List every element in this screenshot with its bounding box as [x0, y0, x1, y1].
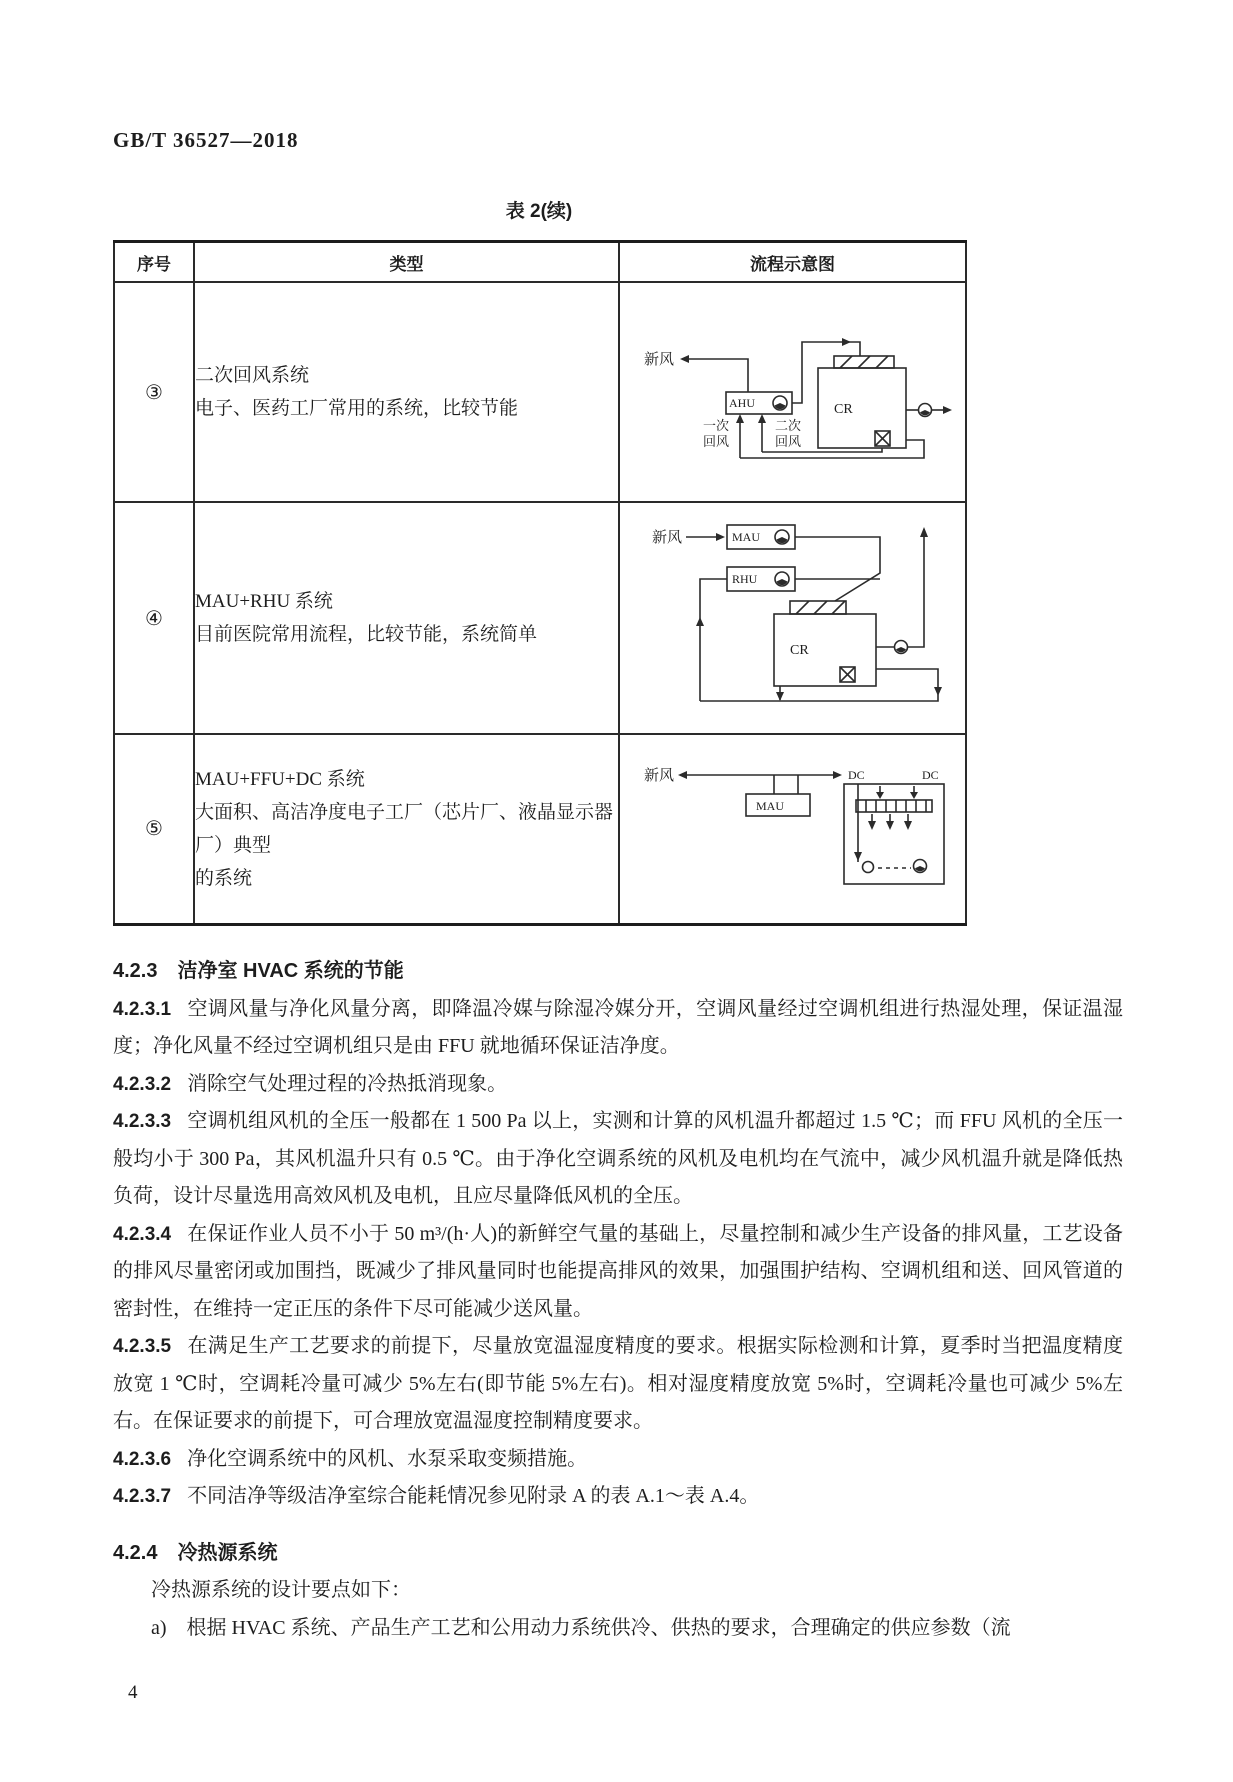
list-item-text: 根据 HVAC 系统、产品生产工艺和公用动力系统供冷、供热的要求，合理确定的供应参数（流: [186, 1616, 1011, 1639]
table-row: [114, 734, 966, 924]
fan-icon: [913, 860, 926, 873]
type-line: 大面积、高洁净度电子工厂（芯片厂、液晶显示器厂）典型: [195, 801, 614, 856]
type-line: MAU+FFU+DC 系统: [195, 768, 365, 790]
primary-return-label: 一次: [702, 417, 729, 433]
fresh-air-duct: [678, 771, 842, 794]
row-number: ③: [114, 282, 194, 502]
damper-icon: [840, 667, 855, 682]
svg-text:MAU: MAU: [731, 529, 760, 544]
diagram-cell: [619, 734, 966, 924]
rhu-box: [727, 567, 795, 591]
list-item-a: [113, 1610, 1123, 1648]
paragraph-4237: [113, 1478, 1123, 1516]
fresh-air-duct: [686, 533, 725, 541]
return-ducts: [700, 669, 942, 701]
supply-duct: [792, 338, 860, 403]
mau-box: [727, 525, 795, 549]
fan-icon: [775, 572, 789, 586]
table-2-continued: [113, 240, 967, 926]
clause-number: 4.2.3.4: [113, 1223, 172, 1245]
flow-diagram-secondary-return-system: [628, 314, 958, 466]
type-line: 二次回风系统: [195, 365, 310, 386]
dry-coil-label: DC: [921, 768, 939, 783]
clause-number: 4.2.3.2: [113, 1073, 172, 1095]
return-ducts: [736, 414, 924, 458]
svg-text:MAU: MAU: [755, 799, 784, 814]
clause-text: 在满足生产工艺要求的前提下，尽量放宽温湿度精度的要求。根据实际检测和计算，夏季时当把温度精度放宽 1 ℃时，空调耗冷量可减少 5%左右(即节能 5%左右)。相对湿度精度放宽 5%时，空调耗冷量也可减少 5%左右。在保证要求的前提下，可合理放宽温湿度控制精度要求。: [113, 1335, 1123, 1432]
return-riser: [696, 579, 727, 701]
table-row: [114, 282, 966, 502]
clause-text: 空调机组风机的全压一般都在 1 500 Pa 以上，实测和计算的风机温升都超过 1.5 ℃；而 FFU 风机的全压一般均小于 300 Pa，其风机温升只有 0.5 ℃。由于净化空调系统的风机及电机均在气流中，减少风机温升就是降低热负荷，设计尽量选用高效风机及电机，且应尽量降低风机的全压。: [113, 1110, 1123, 1207]
row-number: ④: [114, 502, 194, 734]
floor-level: [862, 860, 926, 873]
clause-text: 空调风量与净化风量分离，即降温冷媒与除湿冷媒分开，空调风量经过空调机组进行热湿处理，保证温湿度；净化风量不经过空调机组只是由 FFU 就地循环保证洁净度。: [113, 997, 1123, 1057]
flow-diagram-mau-ffu-dc-system: [628, 746, 958, 906]
diagram-cell: [619, 502, 966, 734]
type-line: 的系统: [195, 867, 253, 889]
fan-icon: [894, 640, 907, 653]
mau-box: [746, 794, 810, 816]
ffu-ceiling: [856, 800, 932, 812]
col-header-type: 类型: [194, 242, 619, 283]
flow-diagram-mau-rhu-system: [628, 511, 958, 721]
clause-text: 在保证作业人员不小于 50 m³/(h·人)的新鲜空气量的基础上，尽量控制和减少生产设备的排风量，工艺设备的排风尽量密闭或加围挡，既减少了排风量同时也能提高排风的效果，加强围护结构、空调机组和送、回风管道的密封性，在维持一定正压的条件下尽可能减少送风量。: [113, 1222, 1123, 1320]
supply-duct: [795, 537, 880, 601]
section-heading-424: [113, 1535, 1123, 1573]
paragraph-4231: [113, 991, 1123, 1066]
list-item-label: a): [151, 1616, 167, 1639]
svg-text:回风: 回风: [774, 433, 801, 449]
paragraph-4236: [113, 1441, 1123, 1479]
fan-icon: [775, 530, 789, 544]
fresh-air-label: 新风: [651, 529, 682, 546]
clause-number: 4.2.3.6: [113, 1448, 172, 1470]
page-number: 4: [128, 1682, 138, 1703]
cleanroom-box: [844, 784, 944, 884]
clause-number: 4.2.3.1: [113, 998, 172, 1020]
svg-text:回风: 回风: [702, 433, 729, 449]
svg-text:RHU: RHU: [731, 571, 757, 586]
dry-coil-label: DC: [847, 768, 865, 783]
svg-text:AHU: AHU: [728, 395, 755, 410]
paragraph-4233: [113, 1103, 1123, 1216]
diagram-cell: [619, 282, 966, 502]
section-number: 4.2.4: [113, 1541, 158, 1564]
type-cell: [194, 502, 619, 734]
return-labels: [702, 418, 800, 449]
clause-number: 4.2.3.7: [113, 1486, 172, 1507]
section-title: 冷热源系统: [177, 1541, 278, 1564]
filter-icon: [790, 601, 846, 614]
fresh-air-label: 新风: [643, 351, 674, 368]
exhaust-duct: [876, 527, 928, 654]
section-number: 4.2.3: [113, 960, 158, 982]
section-heading-423: [113, 953, 1123, 991]
type-line: 目前医院常用流程，比较节能，系统简单: [195, 624, 538, 645]
svg-text:CR: CR: [833, 401, 853, 417]
col-header-diagram: 流程示意图: [619, 242, 966, 283]
ahu-box: [726, 392, 792, 414]
fan-icon: [918, 403, 931, 416]
svg-text:CR: CR: [789, 642, 809, 658]
table-row: [114, 502, 966, 734]
filter-icon: [834, 356, 894, 368]
clause-text: 消除空气处理过程的冷热抵消现象。: [187, 1072, 508, 1095]
fresh-air-label: 新风: [643, 768, 674, 785]
clause-text: 不同洁净等级洁净室综合能耗情况参见附录 A 的表 A.1～表 A.4。: [187, 1485, 760, 1507]
paragraph-4235: [113, 1328, 1123, 1441]
clause-number: 4.2.3.5: [113, 1336, 172, 1357]
cleanroom-box: [774, 614, 876, 686]
secondary-return-label: 二次: [774, 417, 801, 433]
paragraph-4232: [113, 1066, 1123, 1104]
paragraph-424-intro: 冷热源系统的设计要点如下：: [151, 1579, 411, 1601]
cleanroom-box: [818, 368, 906, 448]
type-line: 电子、医药工厂常用的系统，比较节能: [195, 398, 519, 419]
type-line: MAU+RHU 系统: [195, 591, 333, 612]
fan-icon: [773, 396, 787, 410]
damper-icon: [875, 431, 890, 446]
type-cell: [194, 282, 619, 502]
exhaust-duct: [906, 403, 952, 416]
section-title: 洁净室 HVAC 系统的节能: [177, 960, 404, 982]
paragraph-4234: [113, 1216, 1123, 1329]
fresh-air-duct: [680, 355, 748, 392]
row-number: ⑤: [114, 734, 194, 924]
doc-number: GB/T 36527—2018: [113, 128, 299, 152]
body-text: [113, 953, 1123, 1647]
clause-text: 净化空调系统中的风机、水泵采取变频措施。: [187, 1447, 588, 1470]
type-cell: [194, 734, 619, 924]
col-header-no: 序号: [114, 242, 194, 283]
table-header-row: [114, 242, 966, 283]
table-title: 表 2(续): [505, 201, 573, 222]
clause-number: 4.2.3.3: [113, 1111, 172, 1132]
